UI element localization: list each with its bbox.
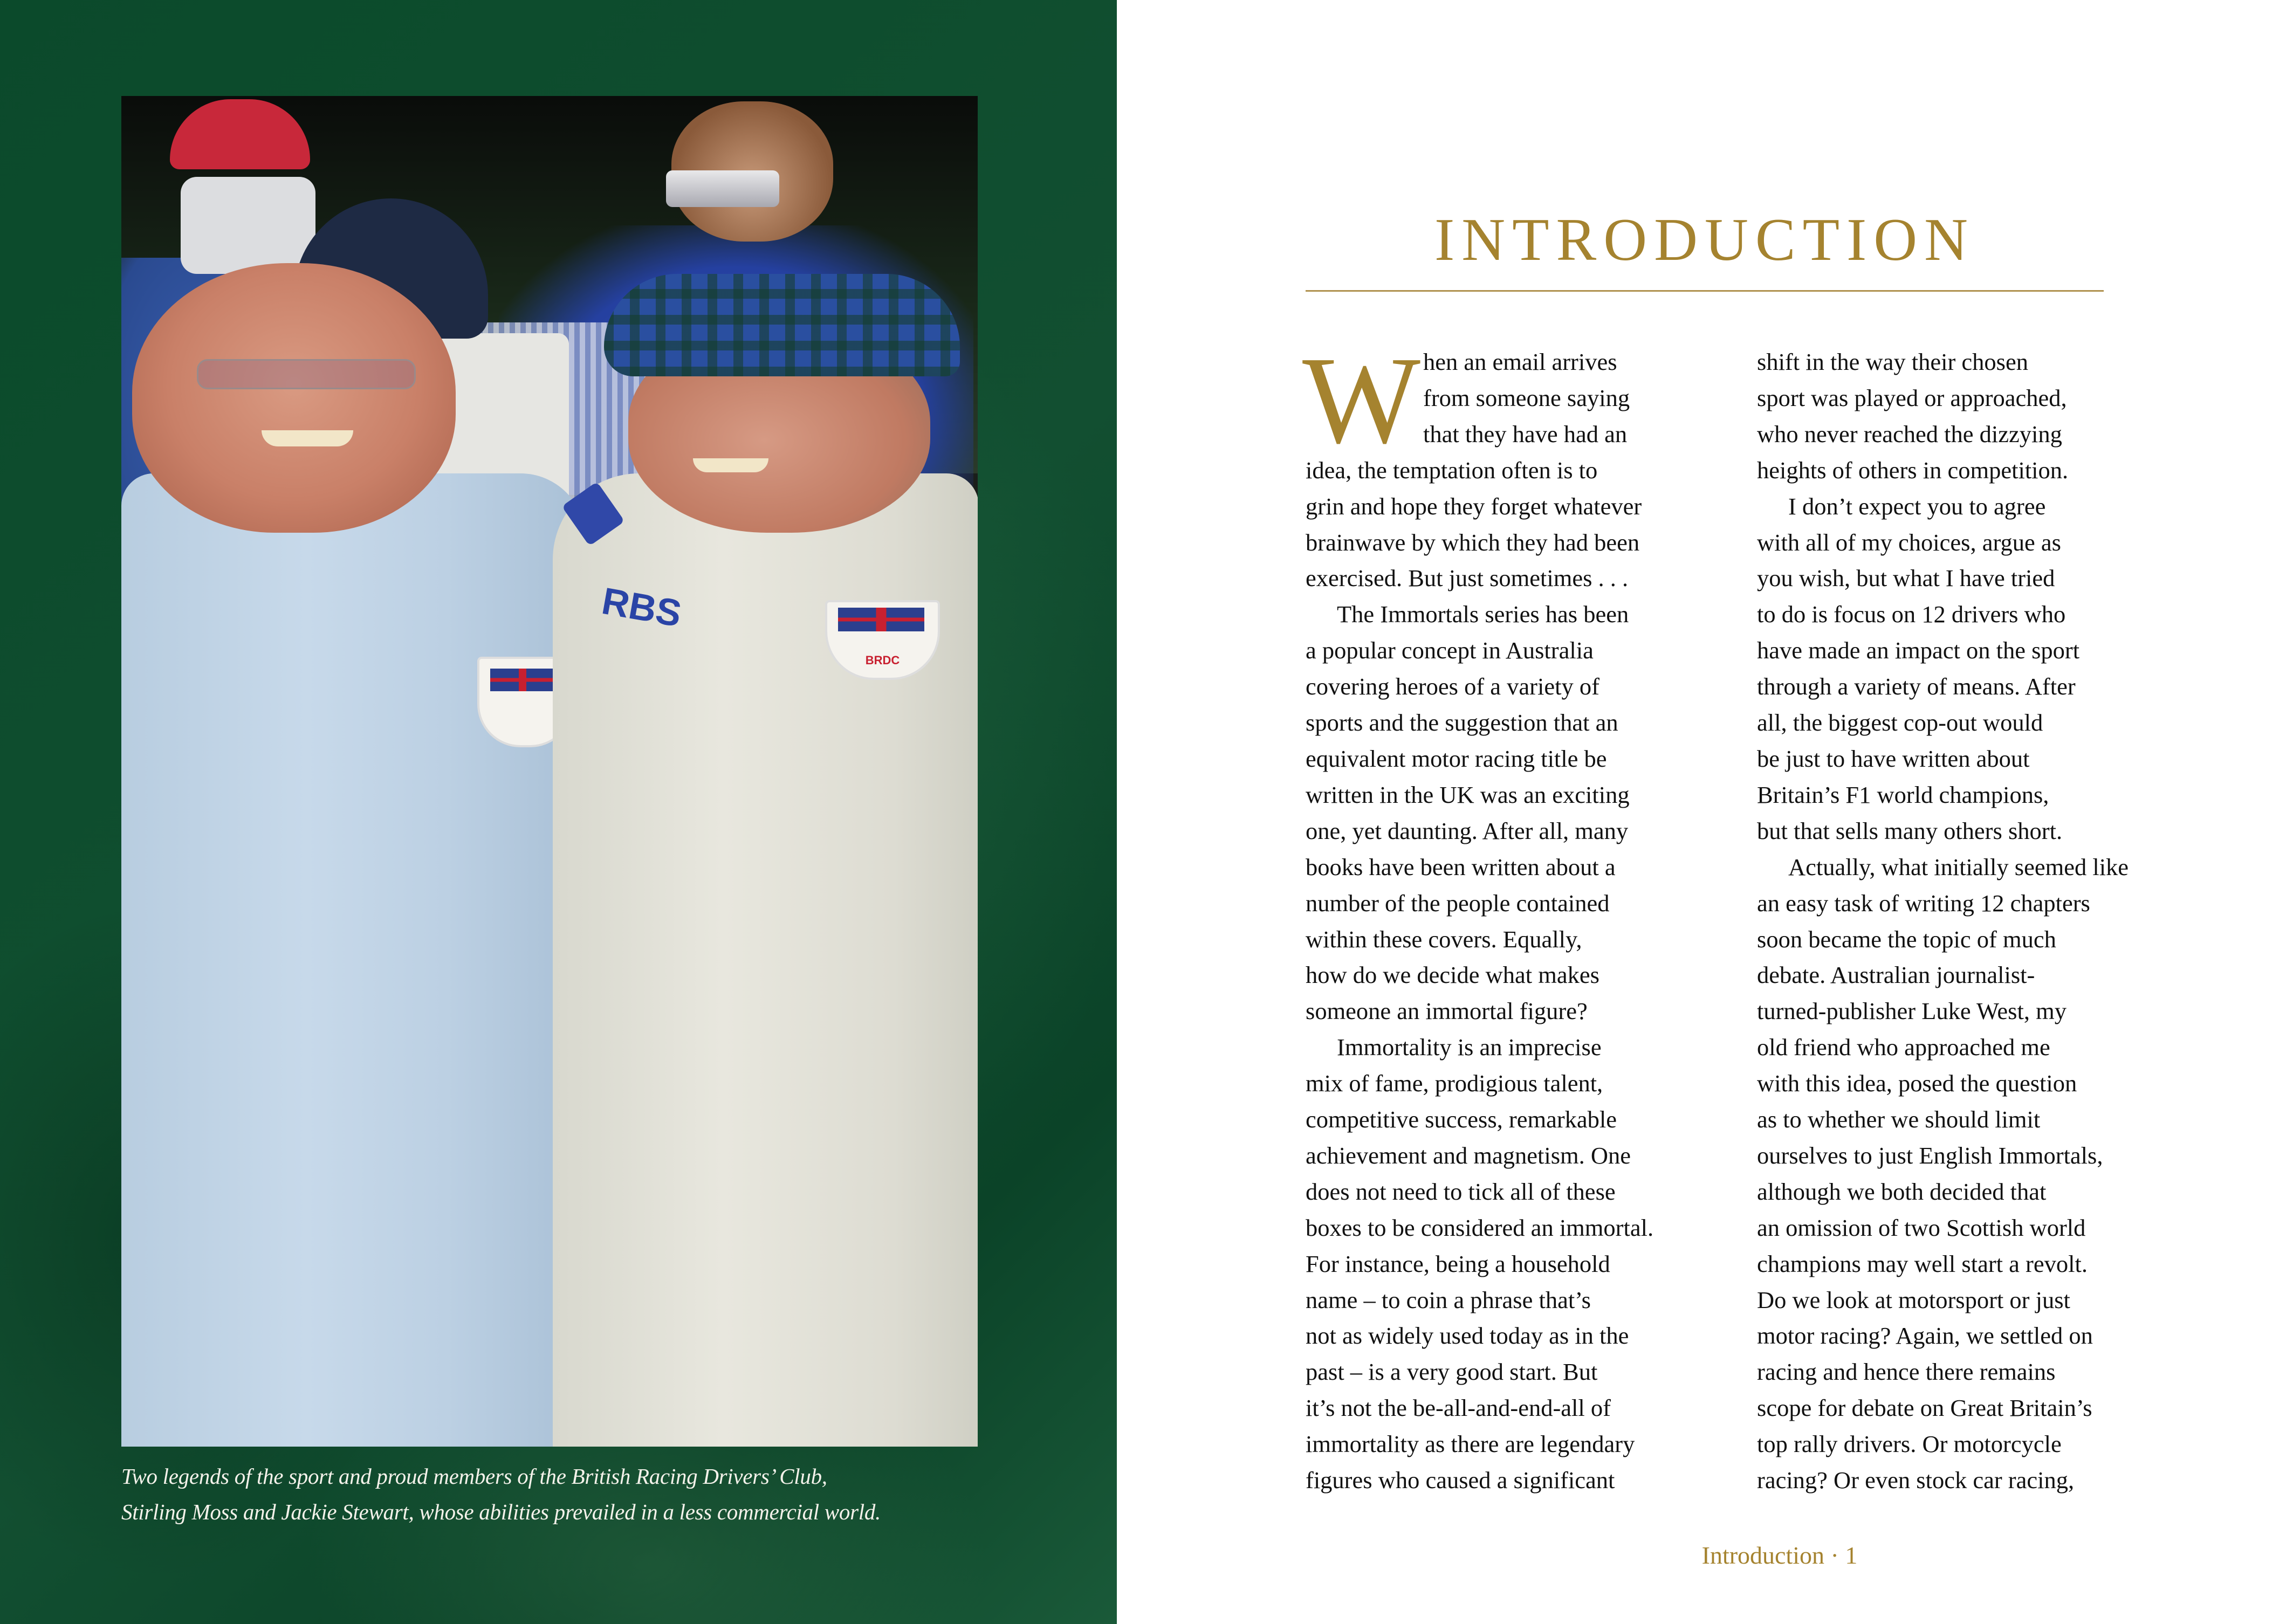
photo-camera xyxy=(666,170,779,207)
body-line: old friend who approached me xyxy=(1757,1034,2050,1061)
union-jack-icon xyxy=(838,608,924,631)
photo-moss-head xyxy=(132,263,456,533)
body-line: brainwave by which they had been xyxy=(1306,528,1640,556)
photo-moss-glasses xyxy=(197,359,416,389)
body-line: one, yet daunting. After all, many xyxy=(1306,817,1629,844)
body-line: an easy task of writing 12 chapters xyxy=(1757,889,2090,917)
body-line: equivalent motor racing title be xyxy=(1306,745,1607,772)
body-line: with all of my choices, argue as xyxy=(1757,528,2061,556)
brdc-badge-icon xyxy=(825,600,940,680)
body-line: The Immortals series has been xyxy=(1337,601,1629,628)
left-page-green-panel xyxy=(0,0,1117,1624)
body-line: top rally drivers. Or motorcycle xyxy=(1757,1430,2062,1458)
body-line: name – to coin a phrase that’s xyxy=(1306,1286,1591,1313)
body-line: books have been written about a xyxy=(1306,853,1616,880)
photo-spectator-back xyxy=(181,177,315,274)
photo-stewart-tartan-cap xyxy=(604,274,960,376)
body-line: a popular concept in Australia xyxy=(1306,637,1594,664)
body-line: For instance, being a household xyxy=(1306,1250,1610,1277)
body-line: turned-publisher Luke West, my xyxy=(1757,997,2067,1025)
body-line: scope for debate on Great Britain’s xyxy=(1757,1394,2092,1422)
caption-line: Two legends of the sport and proud members of the British Racing Drivers’ Club, xyxy=(121,1464,827,1489)
body-line: does not need to tick all of these xyxy=(1306,1178,1616,1205)
page-folio: Introduction · 1 xyxy=(1701,1542,1858,1569)
body-line: written in the UK was an exciting xyxy=(1306,781,1630,808)
body-line: Britain’s F1 world champions, xyxy=(1757,781,2049,808)
body-line: as to whether we should limit xyxy=(1757,1106,2041,1133)
body-line: heights of others in competition. xyxy=(1757,456,2069,484)
body-line: ourselves to just English Immortals, xyxy=(1757,1141,2103,1169)
body-line: with this idea, posed the question xyxy=(1757,1070,2077,1097)
text-column-2 xyxy=(1757,344,2178,1498)
body-line: through a variety of means. After xyxy=(1757,673,2076,700)
body-line: racing? Or even stock car racing, xyxy=(1757,1467,2075,1494)
body-line: Do we look at motorsport or just xyxy=(1757,1286,2070,1313)
body-line: boxes to be considered an immortal. xyxy=(1306,1214,1654,1241)
body-line: debate. Australian journalist- xyxy=(1757,961,2035,989)
body-line: from someone saying xyxy=(1423,384,1630,411)
body-line: to do is focus on 12 drivers who xyxy=(1757,601,2066,628)
body-line: covering heroes of a variety of xyxy=(1306,673,1599,700)
body-line: I don’t expect you to agree xyxy=(1788,492,2046,520)
body-line: sports and the suggestion that an xyxy=(1306,709,1618,737)
body-line: shift in the way their chosen xyxy=(1757,348,2028,375)
text-column-1 xyxy=(1302,331,1726,1498)
body-line: idea, the temptation often is to xyxy=(1306,456,1598,484)
brdc-badge-text: BRDC xyxy=(865,653,900,667)
body-line: racing and hence there remains xyxy=(1757,1358,2056,1386)
body-line: motor racing? Again, we settled on xyxy=(1757,1322,2093,1350)
body-line: achievement and magnetism. One xyxy=(1306,1141,1631,1169)
photo-moss-smile xyxy=(262,430,353,446)
photo-stewart-smile xyxy=(693,458,768,472)
body-line: you wish, but what I have tried xyxy=(1757,565,2055,592)
body-line: how do we decide what makes xyxy=(1306,961,1599,989)
photo-moss-shirt xyxy=(121,473,585,1447)
body-line: competitive success, remarkable xyxy=(1306,1106,1617,1133)
body-line: an omission of two Scottish world xyxy=(1757,1214,2086,1241)
body-line: although we both decided that xyxy=(1757,1178,2047,1205)
body-line: that they have had an xyxy=(1423,420,1628,448)
drop-cap: W xyxy=(1302,331,1420,470)
caption-line: Stirling Moss and Jackie Stewart, whose abilities prevailed in a less commercial world. xyxy=(121,1499,881,1524)
body-line: champions may well start a revolt. xyxy=(1757,1250,2088,1277)
body-line: be just to have written about xyxy=(1757,745,2030,772)
page-title: INTRODUCTION xyxy=(1434,207,1975,273)
photo-caption xyxy=(121,1458,1038,1530)
body-line: hen an email arrives xyxy=(1423,348,1617,375)
body-line: it’s not the be-all-and-end-all of xyxy=(1306,1394,1611,1422)
rbs-logo: RBS xyxy=(599,579,685,635)
union-jack-icon xyxy=(490,669,555,691)
body-line: past – is a very good start. But xyxy=(1306,1358,1598,1386)
body-line: number of the people contained xyxy=(1306,889,1610,917)
body-line: Actually, what initially seemed like xyxy=(1788,853,2129,880)
body-line: mix of fame, prodigious talent, xyxy=(1306,1070,1603,1097)
body-line: soon became the topic of much xyxy=(1757,925,2056,953)
body-line: sport was played or approached, xyxy=(1757,384,2067,411)
body-line: all, the biggest cop-out would xyxy=(1757,709,2043,737)
body-line: not as widely used today as in the xyxy=(1306,1322,1629,1350)
body-line: someone an immortal figure? xyxy=(1306,997,1588,1025)
body-line: who never reached the dizzying xyxy=(1757,420,2062,448)
body-line: figures who caused a significant xyxy=(1306,1467,1615,1494)
body-line: within these covers. Equally, xyxy=(1306,925,1582,953)
body-line: Immortality is an imprecise xyxy=(1337,1034,1602,1061)
title-divider xyxy=(1306,290,2104,292)
body-line: but that sells many others short. xyxy=(1757,817,2063,844)
body-line: exercised. But just sometimes . . . xyxy=(1306,565,1629,592)
body-line: immortality as there are legendary xyxy=(1306,1430,1635,1458)
body-line: grin and hope they forget whatever xyxy=(1306,492,1642,520)
photo-moss-and-stewart xyxy=(121,96,978,1447)
body-line: have made an impact on the sport xyxy=(1757,637,2080,664)
